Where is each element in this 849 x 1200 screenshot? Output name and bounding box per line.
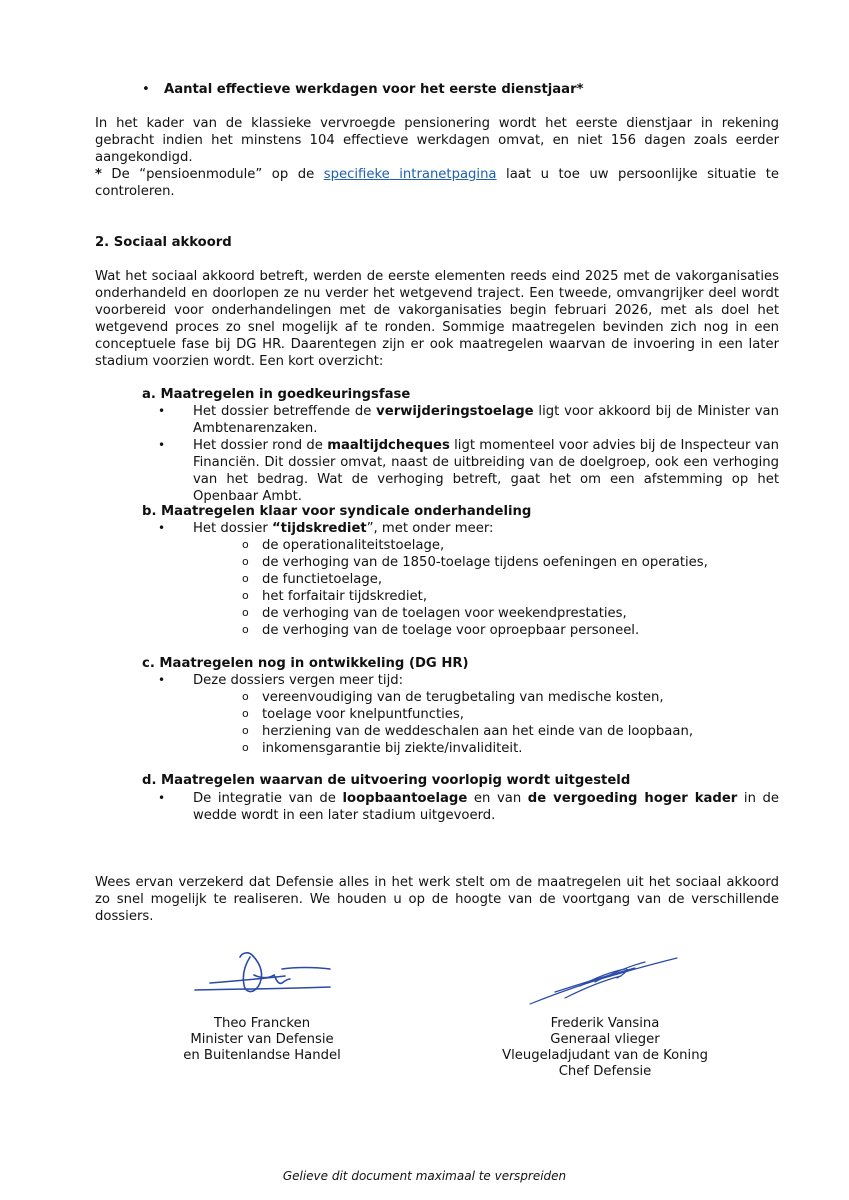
signatory-title: Vleugeladjudant van de Koning <box>502 1048 708 1063</box>
item-text: in de wedde wordt in een later stadium uitgevoerd. <box>193 791 779 823</box>
subsection-c-heading: c. Maatregelen nog in ontwikkeling (DG HR) <box>142 656 469 671</box>
first-year-paragraph <box>95 115 779 166</box>
note-asterisk: * <box>95 167 102 182</box>
item-text: Het dossier <box>193 521 272 536</box>
sublist-item: o het forfaitair tijdskrediet, <box>242 588 762 605</box>
list-item <box>158 520 779 537</box>
signature-left-graphic <box>190 945 335 1005</box>
sublist-item: o toelage voor knelpuntfuncties, <box>242 706 762 723</box>
signatory-title: Generaal vlieger <box>550 1032 660 1047</box>
first-year-text: In het kader van de klassieke vervroegde pensionering wordt het eerste dienstjaar in rekening gebracht indien het minstens 104 effectieve werkdagen omvat, en niet 156 dagen zoals eerder aangekondigd. <box>95 116 779 165</box>
closing-text: Wees ervan verzekerd dat Defensie alles in het werk stelt om de maatregelen uit het sociaal akkoord zo snel mogelijk te realiseren. We houden u op de hoogte van de voortgang van de verschillende dossiers. <box>95 875 779 924</box>
first-year-heading-text: Aantal effectieve werkdagen voor het eerste dienstjaar* <box>164 82 584 97</box>
item-text: Het dossier betreffende de <box>193 404 377 419</box>
subsection-d-heading: d. Maatregelen waarvan de uitvoering voorlopig wordt uitgesteld <box>142 773 631 788</box>
subsection-c-sublist <box>242 689 762 757</box>
signature-right-graphic <box>525 952 685 1010</box>
note-text-before: De “pensioenmodule” op de <box>101 167 324 182</box>
item-text: Het dossier rond de <box>193 438 328 453</box>
item-text: ligt voor akkoord bij de Minister van Ambtenarenzaken. <box>193 404 779 436</box>
item-bold: de vergoeding hoger kader <box>527 791 738 806</box>
item-bold: “tijdskrediet <box>271 521 367 536</box>
sublist-item: o vereenvoudiging van de terugbetaling van medische kosten, <box>242 689 762 706</box>
first-year-heading <box>142 81 583 98</box>
list-item <box>158 437 779 505</box>
subsection-d-list <box>158 790 779 824</box>
subsection-b-sublist <box>242 537 762 639</box>
sublist-item: o de functietoelage, <box>242 571 762 588</box>
list-item <box>158 790 779 824</box>
item-bold: loopbaantoelage <box>342 791 468 806</box>
sublist-item: o de operationaliteitstoelage, <box>242 537 762 554</box>
item-text: ligt momenteel voor advies bij de Inspecteur van Financiën. Dit dossier omvat, naast de uitbreiding van de doelgroep, ook een verhoging van het bedrag. Wat de verhoging betreft, gaat het om een afstemming op het Openbaar Ambt. <box>193 438 780 504</box>
pension-note <box>95 166 779 200</box>
signatory-title: Chef Defensie <box>558 1064 652 1079</box>
section-2-title: 2. Sociaal akkoord <box>95 235 232 250</box>
intranet-page-link[interactable]: specifieke intranetpagina <box>323 167 497 182</box>
item-bold: maaltijdcheques <box>327 438 450 453</box>
item-text: De integratie van de <box>193 791 343 806</box>
subsection-b-list <box>158 520 779 537</box>
section-2-intro-text: Wat het sociaal akkoord betreft, werden de eerste elementen reeds eind 2025 met de vakorganisaties onderhandeld en doorlopen ze nu verder het wetgevend traject. Een tweede, omvangrijker deel wordt voorbereid voor onderhandelingen met de vakorganisaties begin februari 2026, met als doel het wetgevend proces zo snel mogelijk af te ronden. Sommige maatregelen bevinden zich nog in een conceptuele fase bij DG HR. Daarentegen zijn er ook maatregelen waarvan de invoering in een later stadium voorzien wordt. Een kort overzicht: <box>95 269 779 369</box>
signature-right <box>475 1016 735 1080</box>
closing-paragraph <box>95 874 779 925</box>
subsection-a-list <box>158 403 779 505</box>
sublist-item: o de verhoging van de toelagen voor weekendprestaties, <box>242 605 762 622</box>
list-item <box>158 403 779 437</box>
sublist-item: o de verhoging van de 1850-toelage tijdens oefeningen en operaties, <box>242 554 762 571</box>
list-item: • Deze dossiers vergen meer tijd: <box>158 672 779 689</box>
item-text: ”, met onder meer: <box>366 521 494 536</box>
subsection-b-heading: b. Maatregelen klaar voor syndicale onderhandeling <box>142 504 532 519</box>
signatory-name: Theo Francken <box>213 1016 311 1031</box>
bullet-icon: • <box>142 82 150 97</box>
subsection-c-list <box>158 672 779 689</box>
signatory-title: en Buitenlandse Handel <box>183 1048 341 1063</box>
note-text-after: laat u toe uw persoonlijke situatie te controleren. <box>95 167 779 199</box>
sublist-item: o herziening van de weddeschalen aan het einde van de loopbaan, <box>242 723 762 740</box>
sublist-item: o de verhoging van de toelage voor oproepbaar personeel. <box>242 622 762 639</box>
section-2-heading <box>95 234 779 251</box>
section-2-intro <box>95 268 779 370</box>
signatory-name: Frederik Vansina <box>550 1016 660 1031</box>
signature-left <box>132 1016 392 1064</box>
sublist-item: o inkomensgarantie bij ziekte/invaliditeit. <box>242 740 762 757</box>
item-text: en van <box>467 791 528 806</box>
footer-note: Gelieve dit document maximaal te verspreiden <box>282 1169 567 1183</box>
signatory-title: Minister van Defensie <box>190 1032 334 1047</box>
item-bold: verwijderingstoelage <box>376 404 534 419</box>
subsection-a-heading: a. Maatregelen in goedkeuringsfase <box>142 387 411 402</box>
